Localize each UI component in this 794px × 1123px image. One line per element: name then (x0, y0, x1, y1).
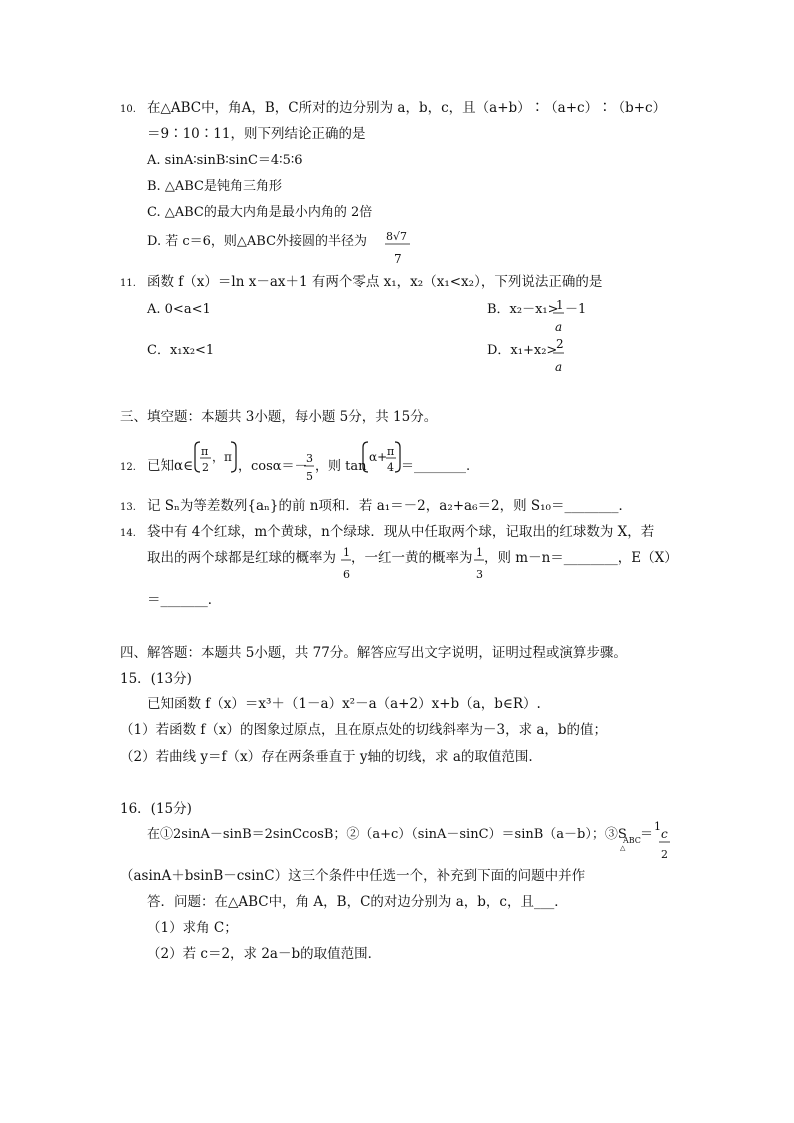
question-number: 14. (120, 528, 136, 539)
problem-statement: 答．问题：在△ABC中，角 A，B，C的对边分别为 a，b，c，且___． (147, 894, 568, 910)
option-b: B. △ABC是钝角三角形 (147, 179, 282, 194)
fraction-numerator: 1 (343, 546, 350, 559)
question-stem-cont: ＝9∶10∶11，则下列结论正确的是 (147, 126, 366, 142)
sub-question-1: （1）求角 C； (147, 920, 238, 936)
option-d: D. 若 c＝6，则△ABC外接圆的半径为 (147, 234, 368, 249)
question-10 (120, 99, 666, 266)
option-a: A. 0<a<1 (147, 302, 211, 317)
fraction-numerator: π (201, 445, 209, 458)
interval-end: ，π (212, 450, 232, 464)
answer-blank: ＝_______． (147, 592, 222, 608)
option-b-tail: －1 (565, 302, 587, 317)
fraction-denominator: a (555, 360, 563, 374)
right-paren (395, 442, 400, 472)
question-text-cont: ，则 m－n＝________，E（X） (484, 550, 678, 566)
tan-arg: α+ (369, 450, 388, 464)
fraction-denominator: 4 (387, 461, 394, 474)
left-paren (195, 442, 200, 472)
sub-question-2: （2）若 c＝2，求 2a－b的取值范围． (147, 946, 382, 962)
fraction-denominator: 2 (202, 461, 209, 474)
question-stem: 在△ABC中，角A，B，C所对的边分别为 a，b，c，且（a+b）∶（a+c）∶（b+c） (147, 100, 667, 116)
fraction-numerator: 8√7 (386, 230, 408, 243)
question-stem: 已知函数 f（x）＝x³＋（1－a）x²－a（a+2）x+b（a，b∈R）. (147, 696, 541, 712)
fraction-numerator: 2 (556, 337, 564, 351)
question-text: ，则 tan (315, 459, 367, 474)
question-number: 13. (120, 502, 136, 513)
fraction-numerator: 1 (556, 298, 564, 312)
question-16 (120, 801, 670, 962)
fraction-denominator: a (555, 320, 563, 334)
question-text: 记 Sₙ为等差数列{aₙ}的前 n项和．若 a₁＝－2，a₂+a₆＝2，则 S₁₀＝________． (147, 498, 632, 514)
question-heading: 16．(15分) (120, 801, 192, 817)
area-subscript: ABC (623, 836, 641, 845)
question-text-cont: ，一红一黄的概率为 (351, 550, 473, 566)
fraction-denominator: 7 (394, 252, 402, 266)
question-13 (120, 497, 632, 514)
variable-c: c (661, 827, 668, 841)
question-15 (120, 671, 607, 765)
question-12 (120, 442, 470, 483)
sub-question-1: （1）若函数 f（x）的图象过原点，且在原点处的切线斜率为－3，求 a，b的值； (120, 722, 608, 738)
option-a: A. sinA∶sinB∶sinC＝4∶5∶6 (147, 153, 303, 168)
fraction-numerator: π (387, 445, 395, 458)
section-heading: 三、填空题：本题共 3小题，每小题 5分，共 15分。 (120, 409, 438, 425)
question-heading: 15．(13分) (120, 671, 192, 687)
fraction-numerator: 1 (654, 820, 661, 833)
fraction-denominator: 5 (306, 470, 313, 483)
question-number: 11. (120, 278, 136, 289)
section-heading: 四、解答题：本题共 5小题，共 77分。解答应写出文字说明，证明过程或演算步骤。 (120, 645, 627, 661)
equals-sign: ＝ (640, 827, 654, 842)
option-b: B．x₂－x₁> (487, 302, 559, 317)
fraction-denominator: 6 (343, 568, 350, 581)
conditions-text: 在①2sinA－sinB＝2sinCcosB；②（a+c）（sinA－sinC）＝sinB（a－b）；③S (147, 827, 627, 842)
option-d: D．x₁+x₂> (487, 343, 558, 358)
fraction-numerator: 1 (476, 546, 483, 559)
question-text: 已知α∈ (147, 458, 194, 474)
option-c: C. △ABC的最大内角是最小内角的 2倍 (147, 205, 373, 220)
triangle-subscript: △ (620, 844, 626, 852)
question-number: 10. (120, 104, 136, 115)
question-text: 袋中有 4个红球，m个黄球，n个绿球．现从中任取两个球，记取出的红球数为 X，若 (147, 524, 655, 540)
question-number: 12. (120, 462, 136, 473)
question-stem: 函数 f（x）＝ln x－ax＋1 有两个零点 x₁，x₂（x₁<x₂），下列说法正确的是 (147, 274, 603, 290)
sub-question-2: （2）若曲线 y＝f（x）存在两条垂直于 y轴的切线，求 a的取值范围. (120, 749, 533, 765)
conditions-text-cont: （asinA＋bsinB－csinC）这三个条件中任选一个，补充到下面的问题中并作 (120, 868, 586, 884)
question-text-cont: 取出的两个球都是红球的概率为 (147, 550, 336, 566)
question-11 (120, 273, 603, 374)
option-c: C．x₁x₂<1 (147, 343, 215, 358)
fraction-denominator: 2 (661, 848, 668, 861)
question-14 (120, 523, 678, 608)
answer-blank: ＝________. (401, 459, 471, 474)
question-text: ，cosα＝－ (238, 459, 308, 474)
fraction-numerator: 3 (306, 452, 313, 465)
fraction-denominator: 3 (476, 568, 483, 581)
